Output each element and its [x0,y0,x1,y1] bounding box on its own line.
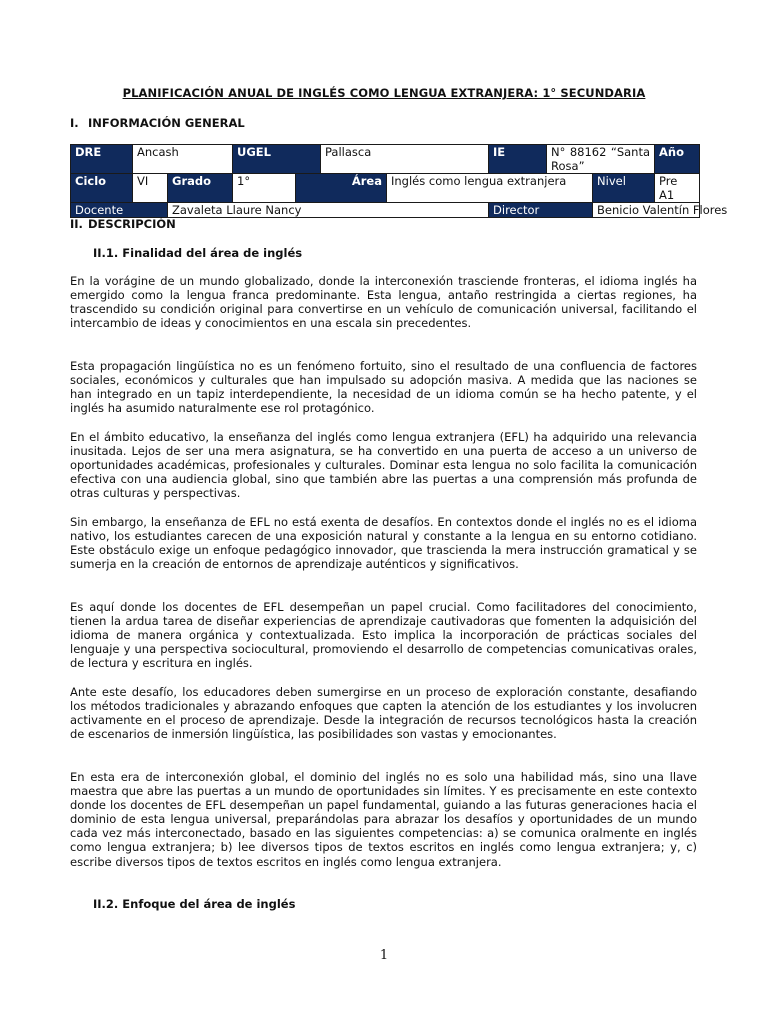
ugel-label: UGEL [233,145,321,174]
ciclo-label: Ciclo [71,174,133,203]
paragraph: En el ámbito educativo, la enseñanza del inglés como lengua extranjera (EFL) ha adquirido una relevancia inusitada. Lejos de ser una mera asignatura, se ha convertido en una puerta de acceso a un universo de oportunidades académicas, profesionales y culturales. Dominar esta lengua no solo facilita la comunicación efectiva con una audiencia global, sino que también abre las puertas a una comprensión más profunda de otras culturas y perspectivas. [70,430,697,501]
subsection-heading-enfoque: II.2. Enfoque del área de inglés [93,897,296,911]
section-heading-descripcion [70,217,176,231]
dre-label: DRE [71,145,133,174]
section-title: DESCRIPCIÓN [88,217,176,231]
paragraph: Esta propagación lingüística no es un fenómeno fortuito, sino el resultado de una confluencia de factores sociales, económicos y culturales que han impulsado su adopción masiva. A medida que las naciones se han integrado en un tapiz interdependiente, la necesidad de un idioma común se ha hecho patente, y el inglés ha asumido naturalmente ese rol protagónico. [70,359,697,416]
dre-value: Ancash [133,145,233,174]
docente-label: Docente [71,203,168,218]
general-info-table [70,144,728,218]
ciclo-value: VI [133,174,168,203]
paragraph: En esta era de interconexión global, el dominio del inglés no es solo una habilidad más, sino una llave maestra que abre las puertas a un mundo de oportunidades sin límites. Y es precisamente en este contexto donde los docentes de EFL desempeñan un papel fundamental, guiando a las futuras generaciones hacia el dominio de esta lengua universal, preparándolas para abrazar los desafíos y oportunidades de un mundo cada vez más interconectado, basado en las siguientes competencias: a) se comunica oralmente en inglés como lengua extranjera; b) lee diversos tipos de textos escritos en inglés como lengua extranjera; y, c) escribe diversos tipos de textos escritos en inglés como lengua extranjera. [70,770,697,869]
table-row [71,203,700,218]
table-row [71,145,700,174]
paragraph: En la vorágine de un mundo globalizado, donde la interconexión trasciende fronteras, el idioma inglés ha emergido como la lengua franca predominante. Esta lengua, antaño restringida a ciertas regiones, ha trascendido su condición original para convertirse en un vehículo de comunicación universal, facilitando el intercambio de ideas y conocimientos en una escala sin precedentes. [70,274,697,331]
subsection-heading-finalidad: II.1. Finalidad del área de inglés [93,246,303,260]
document-title: PLANIFICACIÓN ANUAL DE INGLÉS COMO LENGUA EXTRANJERA: 1° SECUNDARIA [122,86,646,100]
grado-label: Grado [168,174,233,203]
docente-value: Zavaleta Llaure Nancy [168,203,489,218]
section-number: I. [70,116,79,130]
table-row [71,174,700,203]
nivel-value: Pre A1 [655,174,700,203]
ugel-value: Pallasca [321,145,489,174]
paragraph: Sin embargo, la enseñanza de EFL no está exenta de desafíos. En contextos donde el inglés no es el idioma nativo, los estudiantes carecen de una exposición natural y constante a la lengua en su entorno cotidiano. Este obstáculo exige un enfoque pedagógico innovador, que trascienda la mera instrucción gramatical y se sumerja en la creación de entornos de aprendizaje auténticos y significativos. [70,515,697,572]
grado-value: 1° [233,174,296,203]
ie-value: N° 88162 “Santa Rosa” [547,145,655,174]
ie-label: IE [489,145,547,174]
area-label: Área [296,174,387,203]
anio-label: Año [655,145,700,174]
section-title: INFORMACIÓN GENERAL [88,116,245,130]
section-heading-informacion-general [70,116,245,130]
paragraph: Ante este desafío, los educadores deben sumergirse en un proceso de exploración constante, desafiando los métodos tradicionales y abrazando enfoques que capten la atención de los estudiantes y los involucren activamente en el proceso de aprendizaje. Desde la integración de recursos tecnológicos hasta la creación de escenarios de inmersión lingüística, las posibilidades son vastas y emocionantes. [70,685,697,742]
section-number: II. [70,217,83,231]
area-value: Inglés como lengua extranjera [387,174,593,203]
director-label: Director [489,203,593,218]
page-number: 1 [379,948,389,963]
nivel-label: Nivel [593,174,655,203]
paragraph: Es aquí donde los docentes de EFL desempeñan un papel crucial. Como facilitadores del conocimiento, tienen la ardua tarea de diseñar experiencias de aprendizaje cautivadoras que fomenten la adquisición del idioma de manera orgánica y contextualizada. Esto implica la incorporación de prácticas sociales del lenguaje y una perspectiva sociocultural, promoviendo el desarrollo de competencias comunicativas orales, de lectura y escritura en inglés. [70,600,697,671]
director-value: Benicio Valentín Flores [593,203,700,218]
